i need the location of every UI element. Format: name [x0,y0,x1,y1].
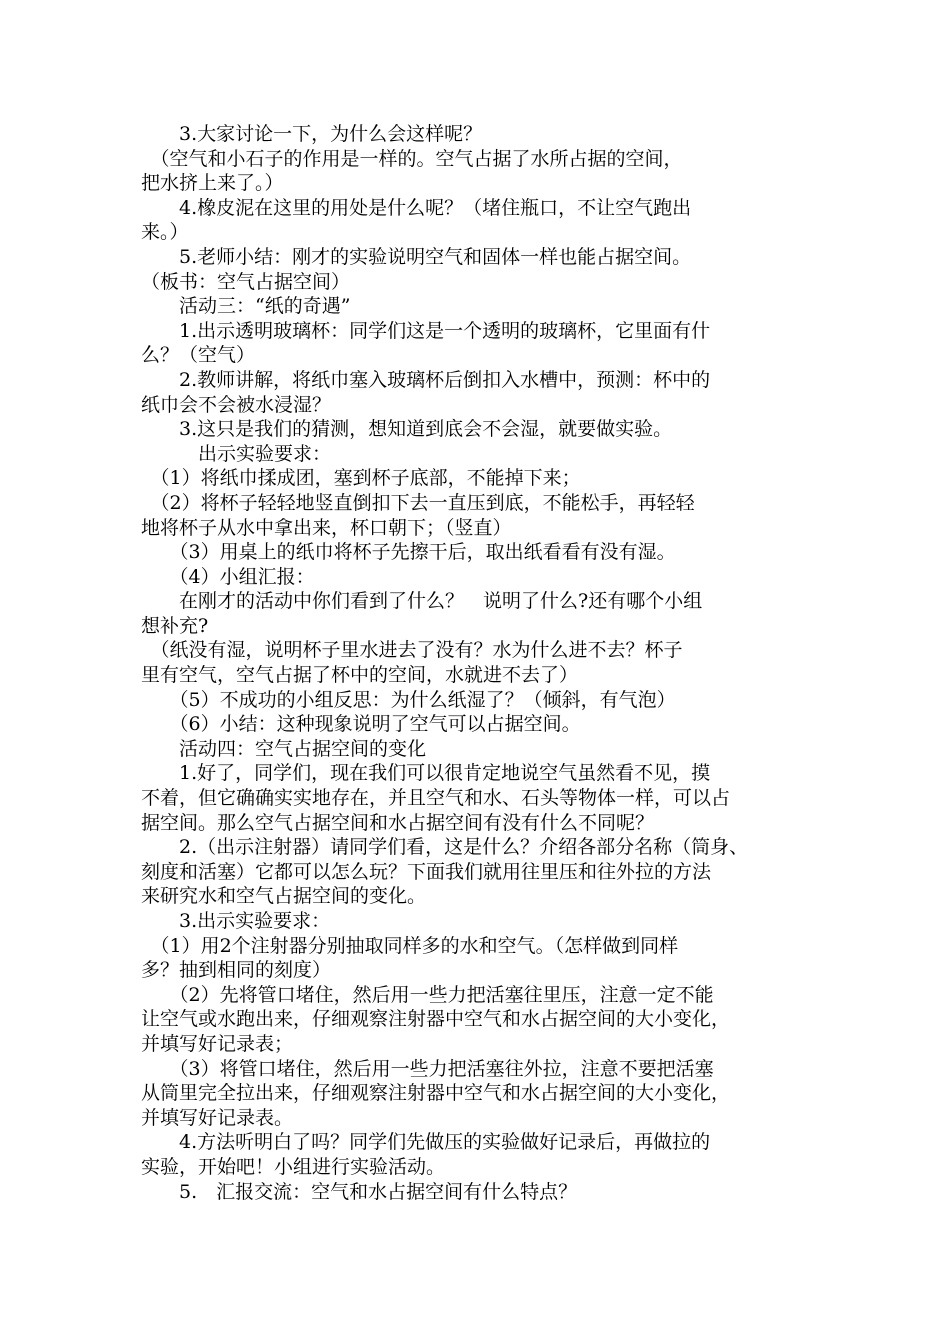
text-line: 活动三：“纸的奇遇” [141,295,351,318]
text-line: 2.教师讲解，将纸巾塞入玻璃杯后倒扣入水槽中，预测：杯中的 [141,368,711,391]
text-line: （6）小结：这种现象说明了空气可以占据空间。 [141,713,581,736]
text-line: 3.这只是我们的猜测，想知道到底会不会湿，就要做实验。 [141,418,673,441]
text-line: 活动四：空气占据空间的变化 [141,737,427,760]
text-line: 把水挤上来了。） [141,172,284,195]
text-line: 并填写好记录表； [141,1032,294,1055]
text-line: 出示实验要求： [141,442,332,465]
text-line: 1.好了，同学们，现在我们可以很肯定地说空气虽然看不见，摸 [141,762,711,785]
text-line: 想补充? [141,614,209,637]
text-line: （1）将纸巾揉成团，塞到杯子底部，不能掉下来； [141,467,581,490]
text-line: 4.橡皮泥在这里的用处是什么呢？（堵住瓶口，不让空气跑出 [141,196,692,219]
text-line: 来。） [141,221,189,244]
text-line: 刻度和活塞）它都可以怎么玩？下面我们就用往里压和往外拉的方法 [141,860,712,883]
text-line: （2）先将管口堵住，然后用一些力把活塞往里压，注意一定不能 [141,983,714,1006]
text-line: （5）不成功的小组反思：为什么纸湿了？（倾斜，有气泡） [141,688,676,711]
text-line: 让空气或水跑出来，仔细观察注射器中空气和水占据空间的大小变化， [141,1008,731,1031]
text-line: 不着，但它确确实实地存在，并且空气和水、石头等物体一样，可以占 [141,787,731,810]
text-line: 3.大家讨论一下，为什么会这样呢？ [141,123,483,145]
text-line: （空气和小石子的作用是一样的。空气占据了水所占据的空间， [141,147,683,170]
text-line: 在刚才的活动中你们看到了什么？ 说明了什么?还有哪个小组 [141,590,703,613]
text-line: （3）用桌上的纸巾将杯子先擦干后，取出纸看看有没有湿。 [141,541,676,564]
text-line: 1.出示透明玻璃杯：同学们这是一个透明的玻璃杯，它里面有什 [141,319,711,342]
document-body [141,122,821,1204]
text-line: （4）小组汇报： [141,565,315,588]
text-line: 据空间。那么空气占据空间和水占据空间有没有什么不同呢？ [141,811,655,834]
text-line: 纸巾会不会被水浸湿？ [141,393,332,416]
text-line: （3）将管口堵住，然后用一些力把活塞往外拉，注意不要把活塞 [141,1057,714,1080]
text-line: 5. 汇报交流：空气和水占据空间有什么特点？ [141,1180,578,1203]
text-line: 里有空气，空气占据了杯中的空间，水就进不去了） [141,664,579,687]
text-line: （板书：空气占据空间） [141,270,351,293]
text-line: （2）将杯子轻轻地竖直倒扣下去一直压到底，不能松手，再轻轻 [141,491,695,514]
text-line: （纸没有湿，说明杯子里水进去了没有？水为什么进不去？杯子 [141,639,683,662]
text-line: 并填写好记录表。 [141,1106,294,1129]
text-line: （1）用2个注射器分别抽取同样多的水和空气。（怎样做到同样 [141,934,679,957]
text-line: 5.老师小结：刚才的实验说明空气和固体一样也能占据空间。 [141,245,692,268]
text-line: 4.方法听明白了吗？同学们先做压的实验做好记录后，再做拉的 [141,1131,711,1154]
text-line: 从筒里完全拉出来，仔细观察注射器中空气和水占据空间的大小变化， [141,1082,731,1105]
text-line: 地将杯子从水中拿出来，杯口朝下；（竖直） [141,516,512,539]
text-line: 来研究水和空气占据空间的变化。 [141,885,427,908]
text-line: 么？（空气） [141,344,256,367]
text-line: 实验，开始吧！小组进行实验活动。 [141,1155,446,1178]
text-line: 2.（出示注射器）请同学们看，这是什么？介绍各部分名称（筒身、 [141,836,749,859]
text-line: 多？抽到相同的刻度） [141,959,332,982]
text-line: 3.出示实验要求： [141,910,331,932]
